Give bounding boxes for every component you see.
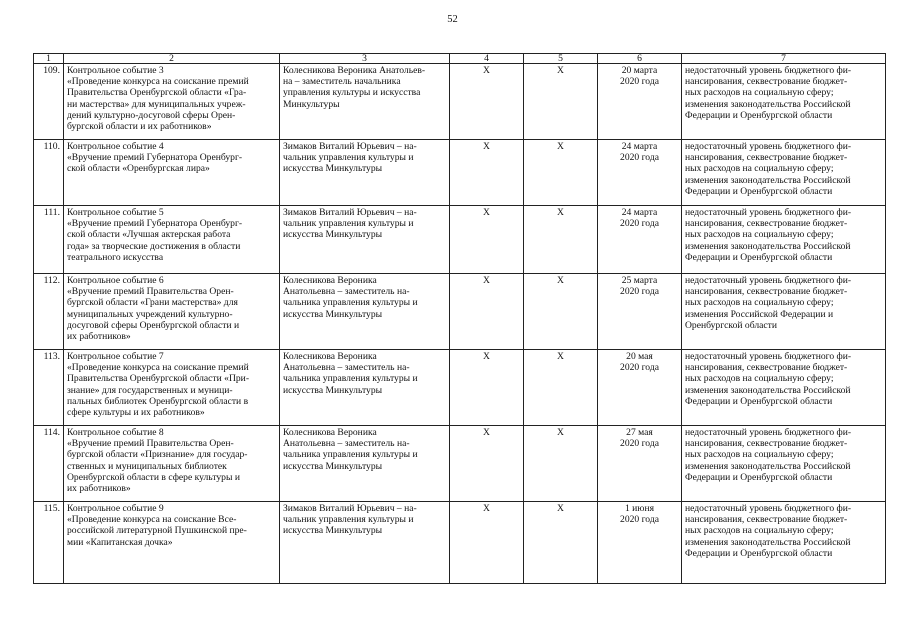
table-row [34, 350, 886, 426]
risk-cell [682, 274, 886, 350]
cell-line: 25 марта [621, 275, 658, 286]
date-cell [598, 274, 682, 350]
column-5-cell: X [524, 426, 598, 502]
cell-line: Анатольевна – заместитель на- [283, 362, 410, 374]
column-5-cell: X [524, 140, 598, 206]
cell-line: бургской области «Грани мастерства» для [67, 297, 238, 309]
cell-line: чальник управления культуры и [283, 218, 414, 230]
row-number-cell: 110. [34, 140, 64, 206]
event-cell [64, 502, 280, 584]
event-cell [64, 206, 280, 274]
table-row [34, 140, 886, 206]
cell-line: Федерации и Оренбургской области [685, 251, 833, 263]
cell-line: Федерации и Оренбургской области [685, 109, 833, 121]
cell-line: Контрольное событие 3 [67, 65, 164, 76]
risk-cell [682, 502, 886, 584]
date-cell [598, 502, 682, 584]
cell-line: «Вручение премий Губернатора Оренбург- [67, 218, 243, 230]
cell-line: Федерации и Оренбургской области [685, 395, 833, 407]
cell-line: бургской области и их работников» [67, 121, 212, 133]
cell-line: 20 мая [626, 351, 653, 362]
responsible-cell [280, 206, 450, 274]
cell-line: 2020 года [620, 286, 659, 298]
cell-line: «Вручение премий Правительства Орен- [67, 438, 234, 450]
table-body [34, 64, 886, 584]
cell-line: Контрольное событие 8 [67, 427, 164, 438]
cell-line: искусства Минкультуры [283, 460, 383, 472]
cell-line: Оренбургской области [685, 319, 777, 331]
cell-line: недостаточный уровень бюджетного фи- [685, 351, 852, 362]
cell-line: ни мастерства» для муниципальных учреж- [67, 98, 246, 110]
cell-line: нансирования, секвестрование бюджет- [685, 514, 848, 526]
control-events-table [33, 53, 886, 584]
responsible-cell [280, 274, 450, 350]
cell-line: искусства Минкультуры [283, 229, 383, 241]
cell-line: бургской области «Признание» для государ- [67, 449, 248, 461]
cell-line: «Проведение конкурса на соискание премий [67, 76, 249, 88]
cell-line: изменения законодательства Российской [685, 460, 851, 472]
header-cell: 7 [682, 54, 886, 64]
cell-line: Федерации и Оренбургской области [685, 185, 833, 197]
column-4-cell: X [450, 206, 524, 274]
cell-line: ской области «Лучшая актерская работа [67, 229, 231, 241]
column-4-cell: X [450, 64, 524, 140]
cell-line: Анатольевна – заместитель на- [283, 438, 410, 450]
date-cell [598, 64, 682, 140]
cell-line: ных расходов на социальную сферу; [685, 297, 834, 309]
header-row [34, 54, 886, 64]
column-5-cell: X [524, 274, 598, 350]
cell-line: «Проведение конкурса на соискание Все- [67, 514, 237, 526]
header-cell: 1 [34, 54, 64, 64]
cell-line: Зимаков Виталий Юрьевич – на- [283, 141, 417, 152]
cell-line: ных расходов на социальную сферу; [685, 163, 834, 175]
column-5-cell: X [524, 64, 598, 140]
table-row [34, 274, 886, 350]
cell-line: Контрольное событие 5 [67, 207, 164, 218]
cell-line: ных расходов на социальную сферу; [685, 229, 834, 241]
cell-line: 1 июня [624, 503, 655, 514]
cell-line: Колесникова Вероника [283, 275, 377, 286]
column-4-cell: X [450, 502, 524, 584]
cell-line: недостаточный уровень бюджетного фи- [685, 503, 852, 514]
cell-line: Контрольное событие 9 [67, 503, 164, 514]
risk-cell [682, 206, 886, 274]
table-row [34, 426, 886, 502]
cell-line: Контрольное событие 4 [67, 141, 164, 152]
date-cell [598, 140, 682, 206]
table-row [34, 206, 886, 274]
cell-line: 2020 года [620, 76, 659, 88]
cell-line: 2020 года [620, 514, 659, 526]
cell-line: чальника управления культуры и [283, 373, 418, 385]
cell-line: 2020 года [620, 152, 659, 164]
header-cell: 2 [64, 54, 280, 64]
cell-line: чальника управления культуры и [283, 449, 418, 461]
cell-line: ных расходов на социальную сферу; [685, 87, 834, 99]
cell-line: изменения законодательства Российской [685, 536, 851, 548]
cell-line: нансирования, секвестрование бюджет- [685, 218, 848, 230]
cell-line: изменения законодательства Российской [685, 384, 851, 396]
cell-line: ных расходов на социальную сферу; [685, 525, 834, 537]
risk-cell [682, 426, 886, 502]
cell-line: российской литературной Пушкинской пре- [67, 525, 247, 537]
cell-line: 2020 года [620, 218, 659, 230]
cell-line: Анатольевна – заместитель на- [283, 286, 410, 298]
cell-line: нансирования, секвестрование бюджет- [685, 286, 848, 298]
cell-line: года» за творческие достижения в области [67, 240, 241, 252]
table-row [34, 64, 886, 140]
cell-line: искусства Минкультуры [283, 163, 383, 175]
column-4-cell: X [450, 274, 524, 350]
cell-line: Контрольное событие 7 [67, 351, 164, 362]
event-cell [64, 140, 280, 206]
header-cell: 3 [280, 54, 450, 64]
responsible-cell [280, 426, 450, 502]
cell-line: искусства Минкультуры [283, 384, 383, 396]
header-cell: 4 [450, 54, 524, 64]
cell-line: Колесникова Вероника [283, 351, 377, 362]
cell-line: изменения законодательства Российской [685, 174, 851, 186]
table-row [34, 502, 886, 584]
event-cell [64, 64, 280, 140]
cell-line: недостаточный уровень бюджетного фи- [685, 427, 852, 438]
date-cell [598, 426, 682, 502]
column-5-cell: X [524, 350, 598, 426]
cell-line: 27 мая [626, 427, 653, 438]
cell-line: нансирования, секвестрование бюджет- [685, 152, 848, 164]
cell-line: ных расходов на социальную сферу; [685, 449, 834, 461]
cell-line: мии «Капитанская дочка» [67, 536, 173, 548]
cell-line: Оренбургской области в сфере культуры и [67, 471, 240, 483]
cell-line: Федерации и Оренбургской области [685, 547, 833, 559]
cell-line: дений культурно-досуговой сферы Орен- [67, 109, 236, 121]
cell-line: ской области «Оренбургская лира» [67, 163, 210, 175]
cell-line: Правительства Оренбургской области «Гра- [67, 87, 247, 99]
row-number-cell: 112. [34, 274, 64, 350]
cell-line: Правительства Оренбургской области «При- [67, 373, 250, 385]
cell-line: изменения законодательства Российской [685, 98, 851, 110]
cell-line: ственных и муниципальных библиотек [67, 460, 227, 472]
column-5-cell: X [524, 502, 598, 584]
cell-line: искусства Минкультуры [283, 308, 383, 320]
cell-line: управления культуры и искусства [283, 87, 421, 99]
header-cell: 5 [524, 54, 598, 64]
responsible-cell [280, 350, 450, 426]
cell-line: чальника управления культуры и [283, 297, 418, 309]
cell-line: «Вручение премий Губернатора Оренбург- [67, 152, 243, 164]
column-4-cell: X [450, 350, 524, 426]
cell-line: «Проведение конкурса на соискание премий [67, 362, 249, 374]
cell-line: пальных библиотек Оренбургской области в [67, 395, 249, 407]
date-cell [598, 350, 682, 426]
cell-line: Контрольное событие 6 [67, 275, 164, 286]
cell-line: «Вручение премий Правительства Орен- [67, 286, 234, 298]
cell-line: Минкультуры [283, 98, 340, 110]
cell-line: Зимаков Виталий Юрьевич – на- [283, 207, 417, 218]
cell-line: на – заместитель начальника [283, 76, 401, 88]
event-cell [64, 350, 280, 426]
cell-line: искусства Минкультуры [283, 525, 383, 537]
risk-cell [682, 350, 886, 426]
cell-line: Федерации и Оренбургской области [685, 471, 833, 483]
row-number-cell: 113. [34, 350, 64, 426]
column-5-cell: X [524, 206, 598, 274]
event-cell [64, 426, 280, 502]
cell-line: Колесникова Вероника [283, 427, 377, 438]
risk-cell [682, 64, 886, 140]
header-cell: 6 [598, 54, 682, 64]
cell-line: 2020 года [620, 362, 659, 374]
cell-line: 20 марта [621, 65, 658, 76]
cell-line: недостаточный уровень бюджетного фи- [685, 207, 852, 218]
cell-line: нансирования, секвестрование бюджет- [685, 76, 848, 88]
cell-line: 2020 года [620, 438, 659, 450]
date-cell [598, 206, 682, 274]
cell-line: изменения законодательства Российской [685, 240, 851, 252]
cell-line: недостаточный уровень бюджетного фи- [685, 65, 852, 76]
column-4-cell: X [450, 426, 524, 502]
row-number-cell: 115. [34, 502, 64, 584]
risk-cell [682, 140, 886, 206]
cell-line: Колесникова Вероника Анатольев- [283, 65, 426, 76]
cell-line: нансирования, секвестрование бюджет- [685, 438, 848, 450]
responsible-cell [280, 140, 450, 206]
cell-line: 24 марта [621, 207, 658, 218]
cell-line: ных расходов на социальную сферу; [685, 373, 834, 385]
cell-line: 24 марта [621, 141, 658, 152]
column-4-cell: X [450, 140, 524, 206]
cell-line: их работников» [67, 483, 131, 495]
cell-line: нансирования, секвестрование бюджет- [685, 362, 848, 374]
row-number-cell: 111. [34, 206, 64, 274]
cell-line: чальник управления культуры и [283, 152, 414, 164]
cell-line: недостаточный уровень бюджетного фи- [685, 141, 852, 152]
row-number-cell: 109. [34, 64, 64, 140]
cell-line: чальник управления культуры и [283, 514, 414, 526]
cell-line: изменения Российской Федерации и [685, 308, 834, 320]
cell-line: недостаточный уровень бюджетного фи- [685, 275, 852, 286]
cell-line: муниципальных учреждений культурно- [67, 308, 233, 320]
cell-line: знание» для государственных и муници- [67, 384, 233, 396]
event-cell [64, 274, 280, 350]
cell-line: сфере культуры и их работников» [67, 407, 205, 419]
cell-line: досуговой сферы Оренбургской области и [67, 319, 240, 331]
row-number-cell: 114. [34, 426, 64, 502]
cell-line: Зимаков Виталий Юрьевич – на- [283, 503, 417, 514]
cell-line: их работников» [67, 331, 131, 343]
page-number: 52 [447, 14, 458, 25]
responsible-cell [280, 64, 450, 140]
responsible-cell [280, 502, 450, 584]
cell-line: театрального искусства [67, 251, 164, 263]
